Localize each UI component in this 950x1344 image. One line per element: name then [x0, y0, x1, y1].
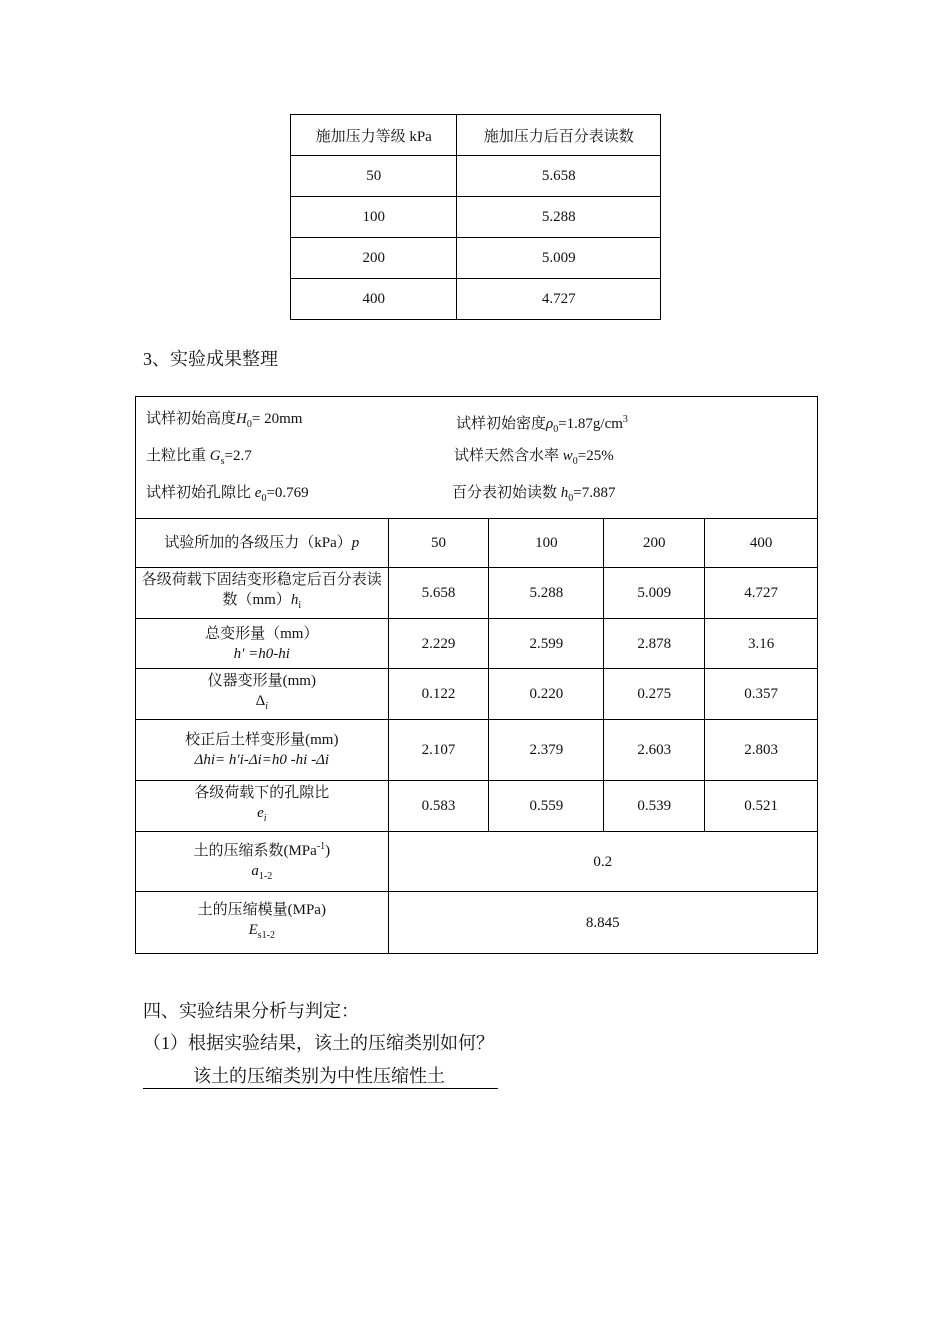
table-cell: 0.583	[388, 781, 489, 832]
row-label-instrument-deformation: 仪器变形量(mm) $\Delta_i$	[136, 669, 389, 720]
table-row	[136, 519, 818, 568]
table-cell: 400	[705, 519, 818, 568]
param-dial-initial-reading: 百分表初始读数 $h_0=7.887$	[452, 485, 616, 504]
table-row	[136, 832, 818, 892]
question-1: （1）根据实验结果，该土的压缩类别如何？	[143, 1033, 494, 1053]
table-cell: 0.275	[604, 669, 705, 720]
table-header-cell: 施加压力等级 kPa	[291, 115, 457, 156]
table-cell: 2.599	[489, 619, 604, 669]
table-cell: 100	[291, 197, 457, 238]
row-label-compression-modulus: 土的压缩模量(MPa) $E_{s1-2}$	[136, 892, 389, 954]
compression-modulus-value: 8.845	[388, 892, 817, 954]
table-cell: 50	[291, 156, 457, 197]
table-cell: 0.357	[705, 669, 818, 720]
param-initial-void-ratio: 试样初始孔隙比 $e_0=0.769$	[146, 485, 309, 504]
table-cell: 0.220	[489, 669, 604, 720]
table-cell: 0.122	[388, 669, 489, 720]
answer-1: 该土的压缩类别为中性压缩性土	[143, 1064, 498, 1089]
table-cell: 0.559	[489, 781, 604, 832]
table-cell: 2.878	[604, 619, 705, 669]
section-4-title: 四、实验结果分析与判定：	[143, 1001, 359, 1021]
table-cell: 0.521	[705, 781, 818, 832]
row-label-corrected-deformation: 校正后土样变形量(mm) Δhi= h′i-Δi=h0 -hi -Δi	[136, 720, 389, 781]
table-cell: 5.658	[457, 156, 661, 197]
row-label-pressure: 试验所加的各级压力（kPa）p	[136, 519, 389, 568]
table-row	[136, 619, 818, 669]
table-header-cell: 施加压力后百分表读数	[457, 115, 661, 156]
table-row	[136, 892, 818, 954]
table-cell: 200	[604, 519, 705, 568]
param-water-content: 试样天然含水率 $w_0=25\%$	[454, 448, 614, 467]
table-cell: 4.727	[457, 279, 661, 320]
table-row	[136, 669, 818, 720]
table-row	[291, 197, 661, 238]
row-label-compression-coefficient: 土的压缩系数(MPa$^{-1}$) $a_{1-2}$	[136, 832, 389, 892]
table-cell: 2.803	[705, 720, 818, 781]
table-row	[291, 238, 661, 279]
table-row	[136, 568, 818, 619]
row-label-void-ratio: 各级荷载下的孔隙比 $e_i$	[136, 781, 389, 832]
results-table	[135, 396, 818, 954]
table-cell: 5.009	[457, 238, 661, 279]
table-cell: 2.603	[604, 720, 705, 781]
table-row	[136, 781, 818, 832]
table-row	[291, 279, 661, 320]
row-label-total-deformation: 总变形量（mm） h′ =h0-hi	[136, 619, 389, 669]
table-cell: 5.658	[388, 568, 489, 619]
section-3-title: 3、实验成果整理	[143, 349, 278, 369]
parameters-row	[136, 397, 818, 519]
compression-coefficient-value: 0.2	[388, 832, 817, 892]
table-cell: 4.727	[705, 568, 818, 619]
table-cell: 5.009	[604, 568, 705, 619]
table-cell: 200	[291, 238, 457, 279]
table-header-row	[291, 115, 661, 156]
table-cell: 2.107	[388, 720, 489, 781]
row-label-dial-reading: 各级荷载下固结变形稳定后百分表读数$(mm)h_i$	[136, 568, 389, 619]
table-cell: 2.229	[388, 619, 489, 669]
table-cell: 5.288	[489, 568, 604, 619]
table-cell: 50	[388, 519, 489, 568]
param-initial-density: 试样初始密度$\rho_0=1.87g/cm^3$	[456, 414, 628, 435]
table-row	[291, 156, 661, 197]
table-cell: 5.288	[457, 197, 661, 238]
param-initial-height: 试样初始高度$H_0= 20mm$	[146, 411, 303, 430]
param-specific-gravity: 土粒比重 $G_s=2.7$	[146, 448, 252, 467]
table-cell: 2.379	[489, 720, 604, 781]
parameters-cell	[136, 397, 818, 519]
table-cell: 3.16	[705, 619, 818, 669]
table-cell: 0.539	[604, 781, 705, 832]
table-cell: 100	[489, 519, 604, 568]
pressure-reading-table	[290, 114, 661, 320]
table-cell: 400	[291, 279, 457, 320]
table-row	[136, 720, 818, 781]
